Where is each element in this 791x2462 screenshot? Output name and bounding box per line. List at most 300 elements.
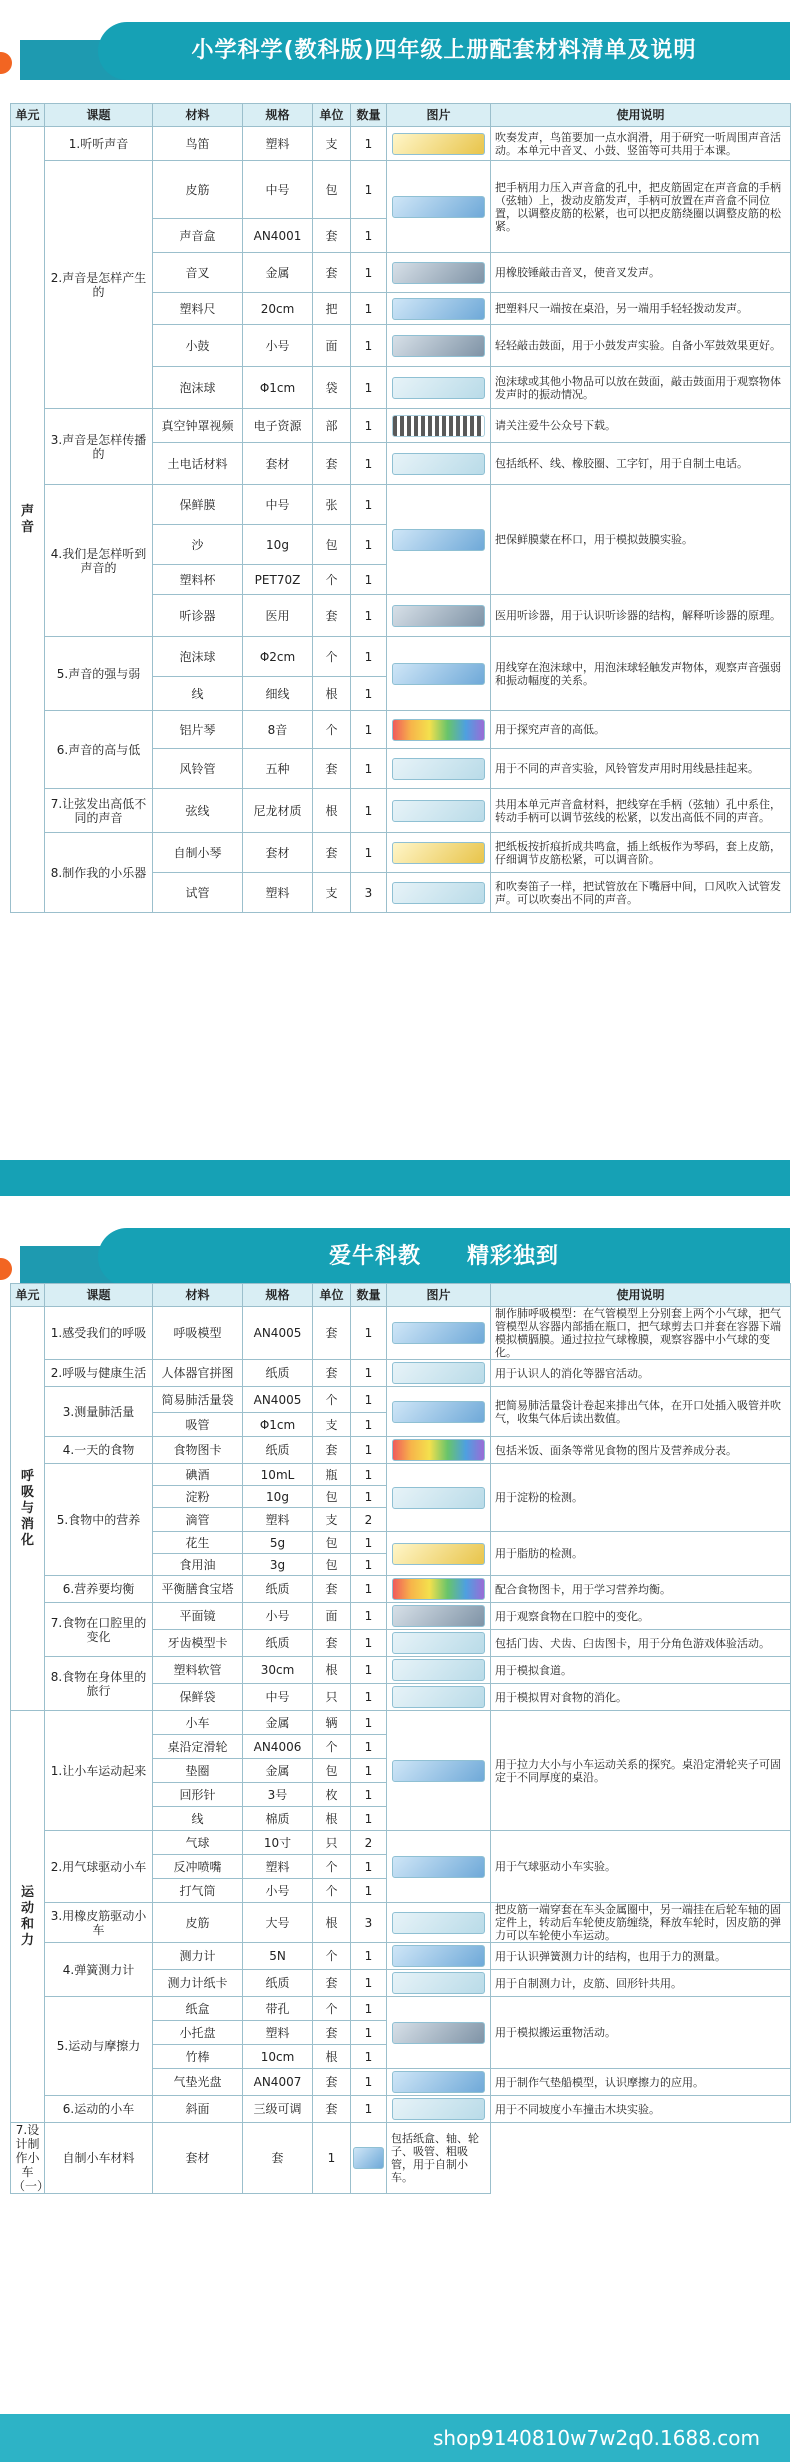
material-cell: 打气筒 — [153, 1879, 243, 1903]
header-qty: 数量 — [351, 1284, 387, 1307]
measure-cell: 个 — [313, 1735, 351, 1759]
unit-label: 声音 — [20, 503, 34, 535]
lesson-cell: 5.声音的强与弱 — [45, 637, 153, 711]
spec-cell: 中号 — [243, 1684, 313, 1711]
measure-cell: 支 — [313, 1508, 351, 1532]
qty-cell: 3 — [351, 873, 387, 913]
note-cell: 用于拉力大小与小车运动关系的探究。桌沿定滑轮夹子可固定于不同厚度的桌沿。 — [491, 1711, 791, 1831]
measure-cell: 根 — [313, 1807, 351, 1831]
lesson-cell: 1.让小车运动起来 — [45, 1711, 153, 1831]
product-photo — [392, 882, 485, 904]
orange-dot-icon — [0, 52, 12, 74]
note-cell: 包括米饭、面条等常见食物的图片及营养成分表。 — [491, 1437, 791, 1464]
lesson-cell: 5.食物中的营养 — [45, 1464, 153, 1576]
qty-cell: 2 — [351, 1508, 387, 1532]
picture-cell — [387, 1831, 491, 1903]
spec-cell: 五种 — [243, 749, 313, 789]
unit-cell — [11, 1307, 45, 1711]
lesson-cell: 2.呼吸与健康生活 — [45, 1360, 153, 1387]
materials-table-2 — [10, 1283, 791, 2194]
product-photo — [392, 1322, 485, 1344]
table-row — [11, 1437, 791, 1464]
qty-cell: 1 — [351, 1630, 387, 1657]
table-row — [11, 409, 791, 443]
measure-cell: 个 — [313, 1943, 351, 1970]
note-cell: 把纸板按折痕折成共鸣盒，插上纸板作为琴码，套上皮筋，仔细调节皮筋松紧，可以调音阶。 — [491, 833, 791, 873]
picture-cell — [387, 1903, 491, 1943]
spec-cell: 5g — [243, 1532, 313, 1554]
spec-cell: PET70Z — [243, 565, 313, 595]
table-row — [11, 1943, 791, 1970]
picture-cell — [387, 789, 491, 833]
qty-cell: 1 — [351, 1603, 387, 1630]
spec-cell: 金属 — [243, 1711, 313, 1735]
material-cell: 泡沫球 — [153, 367, 243, 409]
qty-cell: 1 — [351, 637, 387, 677]
table-row — [11, 161, 791, 219]
material-cell: 纸盒 — [153, 1997, 243, 2021]
spec-cell: 5N — [243, 1943, 313, 1970]
spec-cell: 10g — [243, 525, 313, 565]
note-cell: 把手柄用力压入声音盒的孔中，把皮筋固定在声音盒的手柄（弦轴）上，拨动皮筋发声，手柄可放置在声音盒不同位置，以调整皮筋的松紧，也可以把皮筋绕圈以调整皮筋的松紧。 — [491, 161, 791, 253]
spec-cell: 小号 — [243, 1603, 313, 1630]
material-cell: 线 — [153, 1807, 243, 1831]
picture-cell — [387, 1630, 491, 1657]
spec-cell: 塑料 — [243, 127, 313, 161]
material-cell: 泡沫球 — [153, 637, 243, 677]
note-cell: 共用本单元声音盒材料，把线穿在手柄（弦轴）孔中系住，转动手柄可以调节弦线的松紧，以发出高低不同的声音。 — [491, 789, 791, 833]
picture-cell — [387, 1532, 491, 1576]
title-banner-1 — [0, 22, 790, 80]
material-cell: 花生 — [153, 1532, 243, 1554]
picture-cell — [387, 1437, 491, 1464]
measure-cell: 个 — [313, 1997, 351, 2021]
measure-cell: 个 — [313, 637, 351, 677]
spec-cell: 小号 — [243, 1879, 313, 1903]
material-cell: 桌沿定滑轮 — [153, 1735, 243, 1759]
measure-cell: 套 — [313, 595, 351, 637]
product-photo — [392, 842, 485, 864]
table-header-row — [11, 104, 791, 127]
picture-cell — [387, 637, 491, 711]
qty-cell: 1 — [351, 325, 387, 367]
unit-cell — [11, 127, 45, 913]
note-cell: 用于脂肪的检测。 — [491, 1532, 791, 1576]
product-photo — [392, 2022, 485, 2044]
table-row — [11, 127, 791, 161]
measure-cell: 套 — [313, 1437, 351, 1464]
table-row — [11, 485, 791, 525]
spec-cell: 10cm — [243, 2045, 313, 2069]
table-row — [11, 1657, 791, 1684]
lesson-cell: 4.一天的食物 — [45, 1437, 153, 1464]
note-cell: 和吹奏笛子一样，把试管放在下嘴唇中间，口风吹入试管发声。可以吹奏出不同的声音。 — [491, 873, 791, 913]
material-cell: 线 — [153, 677, 243, 711]
table-row — [11, 1464, 791, 1486]
product-photo — [392, 1605, 485, 1627]
spec-cell: 纸质 — [243, 1576, 313, 1603]
spec-cell: 尼龙材质 — [243, 789, 313, 833]
measure-cell: 袋 — [313, 367, 351, 409]
material-cell: 弦线 — [153, 789, 243, 833]
footer-bar — [0, 2414, 790, 2462]
note-cell: 用橡胶锤敲击音叉，使音叉发声。 — [491, 253, 791, 293]
measure-cell: 只 — [313, 1684, 351, 1711]
material-cell: 小车 — [153, 1711, 243, 1735]
qty-cell: 1 — [351, 1437, 387, 1464]
qty-cell: 1 — [351, 1464, 387, 1486]
note-cell: 用于不同的声音实验，风铃管发声用时用线悬挂起来。 — [491, 749, 791, 789]
header-qty: 数量 — [351, 104, 387, 127]
spec-cell: 纸质 — [243, 1360, 313, 1387]
qty-cell: 1 — [351, 1413, 387, 1437]
product-photo — [392, 605, 485, 627]
separator-band — [0, 1160, 790, 1196]
table-header-row — [11, 1284, 791, 1307]
picture-cell — [387, 325, 491, 367]
header-material: 材料 — [153, 1284, 243, 1307]
table-row — [11, 2123, 791, 2194]
measure-cell: 根 — [313, 789, 351, 833]
measure-cell: 套 — [313, 2021, 351, 2045]
picture-cell — [387, 443, 491, 485]
measure-cell: 套 — [243, 2123, 313, 2194]
header-note: 使用说明 — [491, 104, 791, 127]
measure-cell: 面 — [313, 325, 351, 367]
measure-cell: 套 — [313, 219, 351, 253]
table-row — [11, 1307, 791, 1360]
spec-cell: 塑料 — [243, 2021, 313, 2045]
spec-cell: 20cm — [243, 293, 313, 325]
measure-cell: 支 — [313, 873, 351, 913]
qty-cell: 1 — [351, 409, 387, 443]
qty-cell: 1 — [351, 219, 387, 253]
qty-cell: 1 — [351, 1759, 387, 1783]
material-cell: 音叉 — [153, 253, 243, 293]
lesson-cell: 6.声音的高与低 — [45, 711, 153, 789]
spec-cell: AN4005 — [243, 1307, 313, 1360]
picture-cell — [387, 711, 491, 749]
lesson-cell: 8.食物在身体里的旅行 — [45, 1657, 153, 1711]
picture-cell — [387, 1603, 491, 1630]
note-cell: 用于模拟食道。 — [491, 1657, 791, 1684]
material-cell: 回形针 — [153, 1783, 243, 1807]
spec-cell: 塑料 — [243, 1855, 313, 1879]
product-photo — [392, 453, 485, 475]
qty-cell: 1 — [351, 293, 387, 325]
qty-cell: 2 — [351, 1831, 387, 1855]
note-cell: 用于认识人的消化等器官活动。 — [491, 1360, 791, 1387]
picture-cell — [387, 2096, 491, 2123]
table-row — [11, 1387, 791, 1413]
spec-cell: 3g — [243, 1554, 313, 1576]
material-cell: 皮筋 — [153, 161, 243, 219]
picture-cell — [387, 409, 491, 443]
lesson-cell: 5.运动与摩擦力 — [45, 1997, 153, 2096]
measure-cell: 瓶 — [313, 1464, 351, 1486]
material-cell: 风铃管 — [153, 749, 243, 789]
note-cell: 用于气球驱动小车实验。 — [491, 1831, 791, 1903]
title-banner-2 — [0, 1228, 790, 1286]
lesson-cell: 3.声音是怎样传播的 — [45, 409, 153, 485]
picture-cell — [387, 1576, 491, 1603]
qty-cell: 1 — [351, 367, 387, 409]
material-cell: 保鲜袋 — [153, 1684, 243, 1711]
material-cell: 平面镜 — [153, 1603, 243, 1630]
table-row — [11, 711, 791, 749]
picture-cell — [387, 1997, 491, 2069]
measure-cell: 部 — [313, 409, 351, 443]
product-photo — [392, 1686, 485, 1708]
picture-cell — [387, 1307, 491, 1360]
measure-cell: 套 — [313, 1307, 351, 1360]
product-photo — [392, 1972, 485, 1994]
picture-cell — [387, 1711, 491, 1831]
spec-cell: 大号 — [243, 1903, 313, 1943]
picture-cell — [387, 1684, 491, 1711]
qty-cell: 1 — [351, 1711, 387, 1735]
lesson-cell: 6.营养要均衡 — [45, 1576, 153, 1603]
qty-cell: 1 — [351, 833, 387, 873]
product-photo — [392, 377, 485, 399]
table-row — [11, 2096, 791, 2123]
measure-cell: 枚 — [313, 1783, 351, 1807]
qty-cell: 1 — [351, 1360, 387, 1387]
material-cell: 淀粉 — [153, 1486, 243, 1508]
lesson-cell: 4.弹簧测力计 — [45, 1943, 153, 1997]
product-photo — [392, 335, 485, 357]
qty-cell: 1 — [351, 1970, 387, 1997]
material-cell: 人体器官拼图 — [153, 1360, 243, 1387]
material-cell: 滴管 — [153, 1508, 243, 1532]
header-unit: 单元 — [11, 1284, 45, 1307]
measure-cell: 把 — [313, 293, 351, 325]
qty-cell: 1 — [351, 1387, 387, 1413]
lesson-cell: 7.设计制作小车（一） — [11, 2123, 45, 2194]
spec-cell: 金属 — [243, 1759, 313, 1783]
header-lesson: 课题 — [45, 1284, 153, 1307]
orange-dot-icon — [0, 1258, 12, 1280]
product-photo — [392, 2071, 485, 2093]
spec-cell: 30cm — [243, 1657, 313, 1684]
spec-cell: 10mL — [243, 1464, 313, 1486]
spec-cell: 医用 — [243, 595, 313, 637]
note-cell: 用线穿在泡沫球中，用泡沫球轻触发声物体，观察声音强弱和振动幅度的关系。 — [491, 637, 791, 711]
picture-cell — [387, 1657, 491, 1684]
note-cell: 包括纸杯、线、橡胶圈、工字钉，用于自制土电话。 — [491, 443, 791, 485]
material-cell: 沙 — [153, 525, 243, 565]
unit-label: 呼吸与消化 — [20, 1468, 34, 1548]
note-cell: 用于不同坡度小车撞击木块实验。 — [491, 2096, 791, 2123]
measure-cell: 辆 — [313, 1711, 351, 1735]
picture-cell — [351, 2123, 387, 2194]
qty-cell: 1 — [351, 525, 387, 565]
product-photo — [392, 1760, 485, 1782]
banner-title: 小学科学(教科版)四年级上册配套材料清单及说明 — [191, 38, 697, 63]
qty-cell: 1 — [351, 1783, 387, 1807]
table-row — [11, 1997, 791, 2021]
measure-cell: 个 — [313, 1387, 351, 1413]
header-spec: 规格 — [243, 1284, 313, 1307]
picture-cell — [387, 749, 491, 789]
spec-cell: 中号 — [243, 485, 313, 525]
material-cell: 反冲喷嘴 — [153, 1855, 243, 1879]
table-row — [11, 1360, 791, 1387]
qty-cell: 1 — [351, 1576, 387, 1603]
qty-cell: 1 — [351, 161, 387, 219]
qty-cell: 1 — [351, 1307, 387, 1360]
measure-cell: 面 — [313, 1603, 351, 1630]
product-photo — [392, 1912, 485, 1934]
spec-cell: 中号 — [243, 161, 313, 219]
note-cell: 包括纸盒、轴、轮子、吸管、粗吸管，用于自制小车。 — [387, 2123, 491, 2194]
header-material: 材料 — [153, 104, 243, 127]
spec-cell: AN4006 — [243, 1735, 313, 1759]
table-row — [11, 1576, 791, 1603]
picture-cell — [387, 1387, 491, 1437]
material-cell: 小托盘 — [153, 2021, 243, 2045]
measure-cell: 套 — [313, 1630, 351, 1657]
spec-cell: AN4005 — [243, 1387, 313, 1413]
note-cell: 用于观察食物在口腔中的变化。 — [491, 1603, 791, 1630]
product-photo — [392, 1543, 485, 1565]
measure-cell: 包 — [313, 1554, 351, 1576]
material-cell: 测力计 — [153, 1943, 243, 1970]
note-cell: 用于模拟胃对食物的消化。 — [491, 1684, 791, 1711]
product-photo — [392, 1578, 485, 1600]
measure-cell: 套 — [313, 1360, 351, 1387]
product-photo — [392, 196, 485, 218]
qty-cell: 1 — [351, 1684, 387, 1711]
note-cell: 包括门齿、犬齿、臼齿图卡，用于分角色游戏体验活动。 — [491, 1630, 791, 1657]
spec-cell: 电子资源 — [243, 409, 313, 443]
lesson-cell: 3.测量肺活量 — [45, 1387, 153, 1437]
qty-cell: 1 — [351, 677, 387, 711]
product-photo — [392, 1487, 485, 1509]
measure-cell: 套 — [313, 1576, 351, 1603]
material-cell: 保鲜膜 — [153, 485, 243, 525]
picture-cell — [387, 833, 491, 873]
picture-cell — [387, 161, 491, 253]
material-cell: 塑料软管 — [153, 1657, 243, 1684]
qty-cell: 1 — [351, 2045, 387, 2069]
qty-cell: 1 — [351, 1855, 387, 1879]
table-row — [11, 637, 791, 677]
material-cell: 碘酒 — [153, 1464, 243, 1486]
measure-cell: 张 — [313, 485, 351, 525]
measure-cell: 包 — [313, 1759, 351, 1783]
table-row — [11, 789, 791, 833]
note-cell: 请关注爱牛公众号下载。 — [491, 409, 791, 443]
material-cell: 平衡膳食宝塔 — [153, 1576, 243, 1603]
measure-cell: 套 — [313, 2069, 351, 2096]
product-photo — [392, 298, 485, 320]
spec-cell: Φ2cm — [243, 637, 313, 677]
qty-cell: 1 — [351, 1554, 387, 1576]
product-photo — [392, 1439, 485, 1461]
banner-title: 爱牛科教 精彩独到 — [328, 1244, 559, 1269]
spec-cell: 纸质 — [243, 1437, 313, 1464]
picture-cell — [387, 2069, 491, 2096]
lesson-cell: 7.食物在口腔里的变化 — [45, 1603, 153, 1657]
material-cell: 自制小琴 — [153, 833, 243, 873]
measure-cell: 套 — [313, 253, 351, 293]
product-photo — [392, 415, 485, 437]
qty-cell: 1 — [351, 2021, 387, 2045]
header-unit: 单元 — [11, 104, 45, 127]
material-cell: 声音盒 — [153, 219, 243, 253]
measure-cell: 根 — [313, 1657, 351, 1684]
header-picture: 图片 — [387, 1284, 491, 1307]
product-photo — [392, 1659, 485, 1681]
picture-cell — [387, 1970, 491, 1997]
material-cell: 吸管 — [153, 1413, 243, 1437]
measure-cell: 根 — [313, 1903, 351, 1943]
qty-cell: 1 — [351, 1879, 387, 1903]
measure-cell: 包 — [313, 161, 351, 219]
note-cell: 把简易肺活量袋计卷起来排出气体，在开口处插入吸管并吹气，收集气体后读出数值。 — [491, 1387, 791, 1437]
measure-cell: 个 — [313, 565, 351, 595]
shop-url[interactable]: shop9140810w7w2q0.1688.com — [432, 2426, 760, 2450]
note-cell: 用于认识弹簧测力计的结构，也用于力的测量。 — [491, 1943, 791, 1970]
picture-cell — [387, 1360, 491, 1387]
spec-cell: 10寸 — [243, 1831, 313, 1855]
qty-cell: 3 — [351, 1903, 387, 1943]
spec-cell: 套材 — [153, 2123, 243, 2194]
picture-cell — [387, 293, 491, 325]
spec-cell: 套材 — [243, 833, 313, 873]
material-cell: 呼吸模型 — [153, 1307, 243, 1360]
qty-cell: 1 — [313, 2123, 351, 2194]
qty-cell: 1 — [351, 1735, 387, 1759]
header-picture: 图片 — [387, 104, 491, 127]
material-cell: 竹棒 — [153, 2045, 243, 2069]
measure-cell: 包 — [313, 1532, 351, 1554]
spec-cell: 塑料 — [243, 873, 313, 913]
qty-cell: 1 — [351, 1532, 387, 1554]
measure-cell: 套 — [313, 833, 351, 873]
lesson-cell: 6.运动的小车 — [45, 2096, 153, 2123]
material-cell: 气垫光盘 — [153, 2069, 243, 2096]
spec-cell: 套材 — [243, 443, 313, 485]
material-cell: 皮筋 — [153, 1903, 243, 1943]
measure-cell: 个 — [313, 1855, 351, 1879]
picture-cell — [387, 1464, 491, 1532]
spec-cell: 10g — [243, 1486, 313, 1508]
product-photo — [392, 1856, 485, 1878]
qty-cell: 1 — [351, 1943, 387, 1970]
material-cell: 牙齿模型卡 — [153, 1630, 243, 1657]
materials-table-1 — [10, 103, 791, 913]
product-photo — [392, 133, 485, 155]
material-cell: 铝片琴 — [153, 711, 243, 749]
material-cell: 小鼓 — [153, 325, 243, 367]
product-photo — [392, 1362, 485, 1384]
spec-cell: 三级可调 — [243, 2096, 313, 2123]
product-photo — [353, 2147, 384, 2169]
qty-cell: 1 — [351, 1486, 387, 1508]
spec-cell: Φ1cm — [243, 1413, 313, 1437]
qty-cell: 1 — [351, 253, 387, 293]
spec-cell: 细线 — [243, 677, 313, 711]
table-row — [11, 1831, 791, 1855]
lesson-cell: 2.用气球驱动小车 — [45, 1831, 153, 1903]
measure-cell: 根 — [313, 677, 351, 711]
header-measure: 单位 — [313, 104, 351, 127]
qty-cell: 1 — [351, 595, 387, 637]
note-cell: 用于探究声音的高低。 — [491, 711, 791, 749]
qty-cell: 1 — [351, 1807, 387, 1831]
